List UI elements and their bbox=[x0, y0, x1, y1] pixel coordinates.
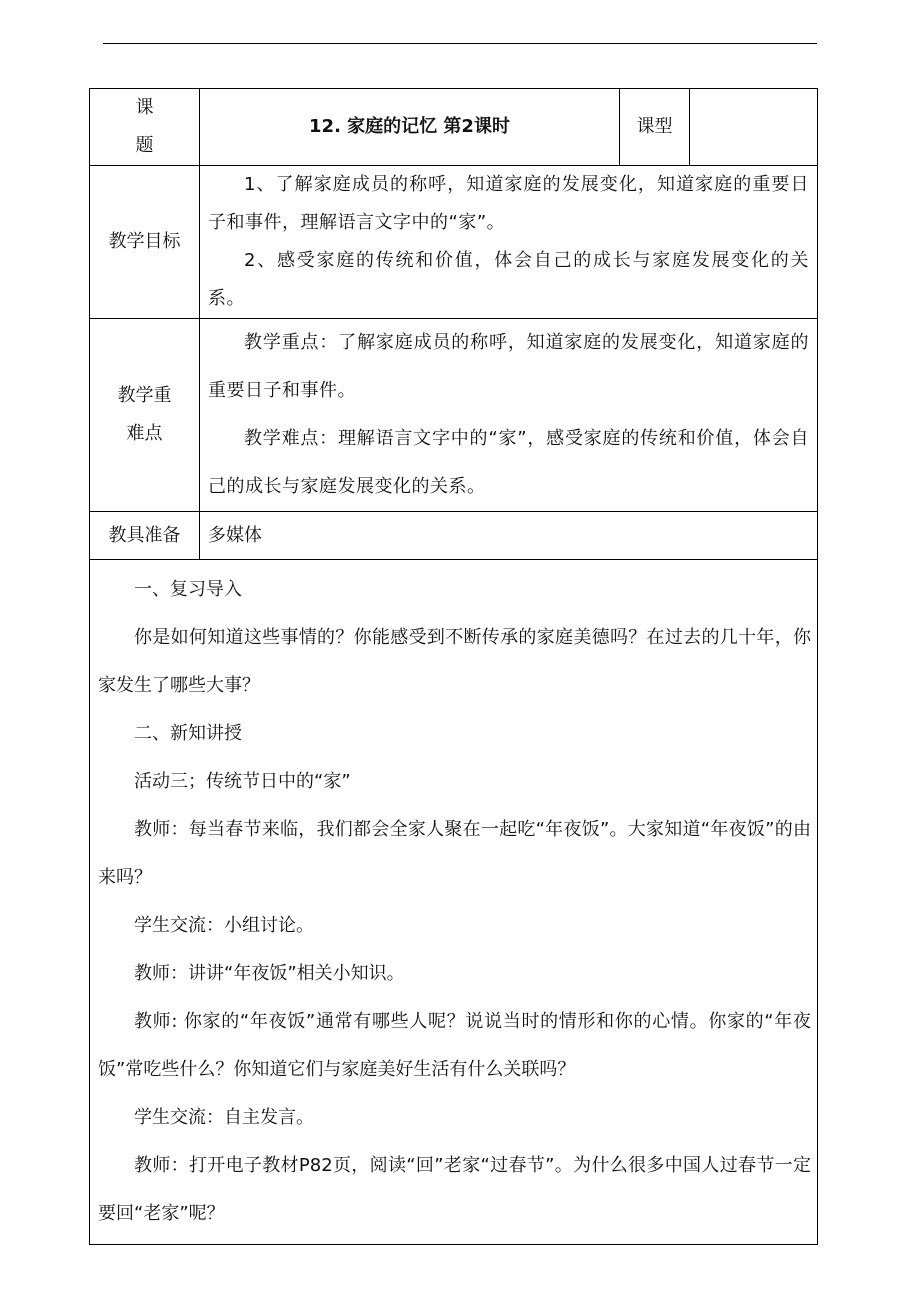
process-paragraph: 教师: 你家的“年夜饭”通常有哪些人呢？说说当时的情形和你的心情。你家的“年夜饭”常吃些什么？你知道它们与家庭美好生活有什么关联吗？ bbox=[98, 1011, 811, 1080]
topic-title: 12. 家庭的记忆 第2课时 bbox=[200, 89, 620, 166]
materials-row bbox=[90, 512, 818, 560]
process-row bbox=[90, 560, 818, 1245]
process-paragraph: 你是如何知道这些事情的？你能感受到不断传承的家庭美德吗？在过去的几十年，你家发生了哪些大事？ bbox=[98, 627, 811, 696]
process-paragraph: 活动三；传统节日中的“家” bbox=[134, 771, 351, 792]
goal-line: 2、感受家庭的传统和价值，体会自己的成长与家庭发展变化的关系。 bbox=[208, 250, 809, 309]
lesson-plan-table bbox=[89, 88, 818, 1245]
goals-content bbox=[200, 166, 818, 319]
type-label: 课型 bbox=[620, 89, 690, 166]
key-point-line: 教学难点：理解语言文字中的“家”，感受家庭的传统和价值，体会自己的成长与家庭发展变化的关系。 bbox=[208, 428, 809, 497]
materials-value: 多媒体 bbox=[200, 512, 818, 560]
key-points-label: 教学重难点 bbox=[90, 319, 200, 512]
type-value bbox=[690, 89, 818, 166]
key-points-content bbox=[200, 319, 818, 512]
process-paragraph: 学生交流：小组讨论。 bbox=[134, 915, 314, 936]
process-paragraph: 学生交流：自主发言。 bbox=[134, 1107, 314, 1128]
process-paragraph: 教师：讲讲“年夜饭”相关小知识。 bbox=[134, 963, 405, 984]
topic-row bbox=[90, 89, 818, 166]
process-paragraph: 一、复习导入 bbox=[134, 579, 242, 600]
header-rule bbox=[103, 43, 817, 44]
process-content bbox=[90, 560, 818, 1245]
key-point-line: 教学重点：了解家庭成员的称呼，知道家庭的发展变化，知道家庭的重要日子和事件。 bbox=[208, 332, 809, 401]
process-paragraph: 教师：打开电子教材P82页，阅读“回”老家“过春节”。为什么很多中国人过春节一定要回“老家”呢？ bbox=[98, 1155, 811, 1224]
process-paragraph: 二、新知讲授 bbox=[134, 723, 242, 744]
goals-label: 教学目标 bbox=[90, 166, 200, 319]
key-points-row bbox=[90, 319, 818, 512]
goals-row bbox=[90, 166, 818, 319]
process-paragraph: 教师：每当春节来临，我们都会全家人聚在一起吃“年夜饭”。大家知道“年夜饭”的由来吗？ bbox=[98, 819, 811, 888]
materials-label: 教具准备 bbox=[90, 512, 200, 560]
topic-label: 课 题 bbox=[90, 89, 200, 166]
goal-line: 1、了解家庭成员的称呼，知道家庭的发展变化，知道家庭的重要日子和事件，理解语言文字中的“家”。 bbox=[208, 174, 809, 233]
